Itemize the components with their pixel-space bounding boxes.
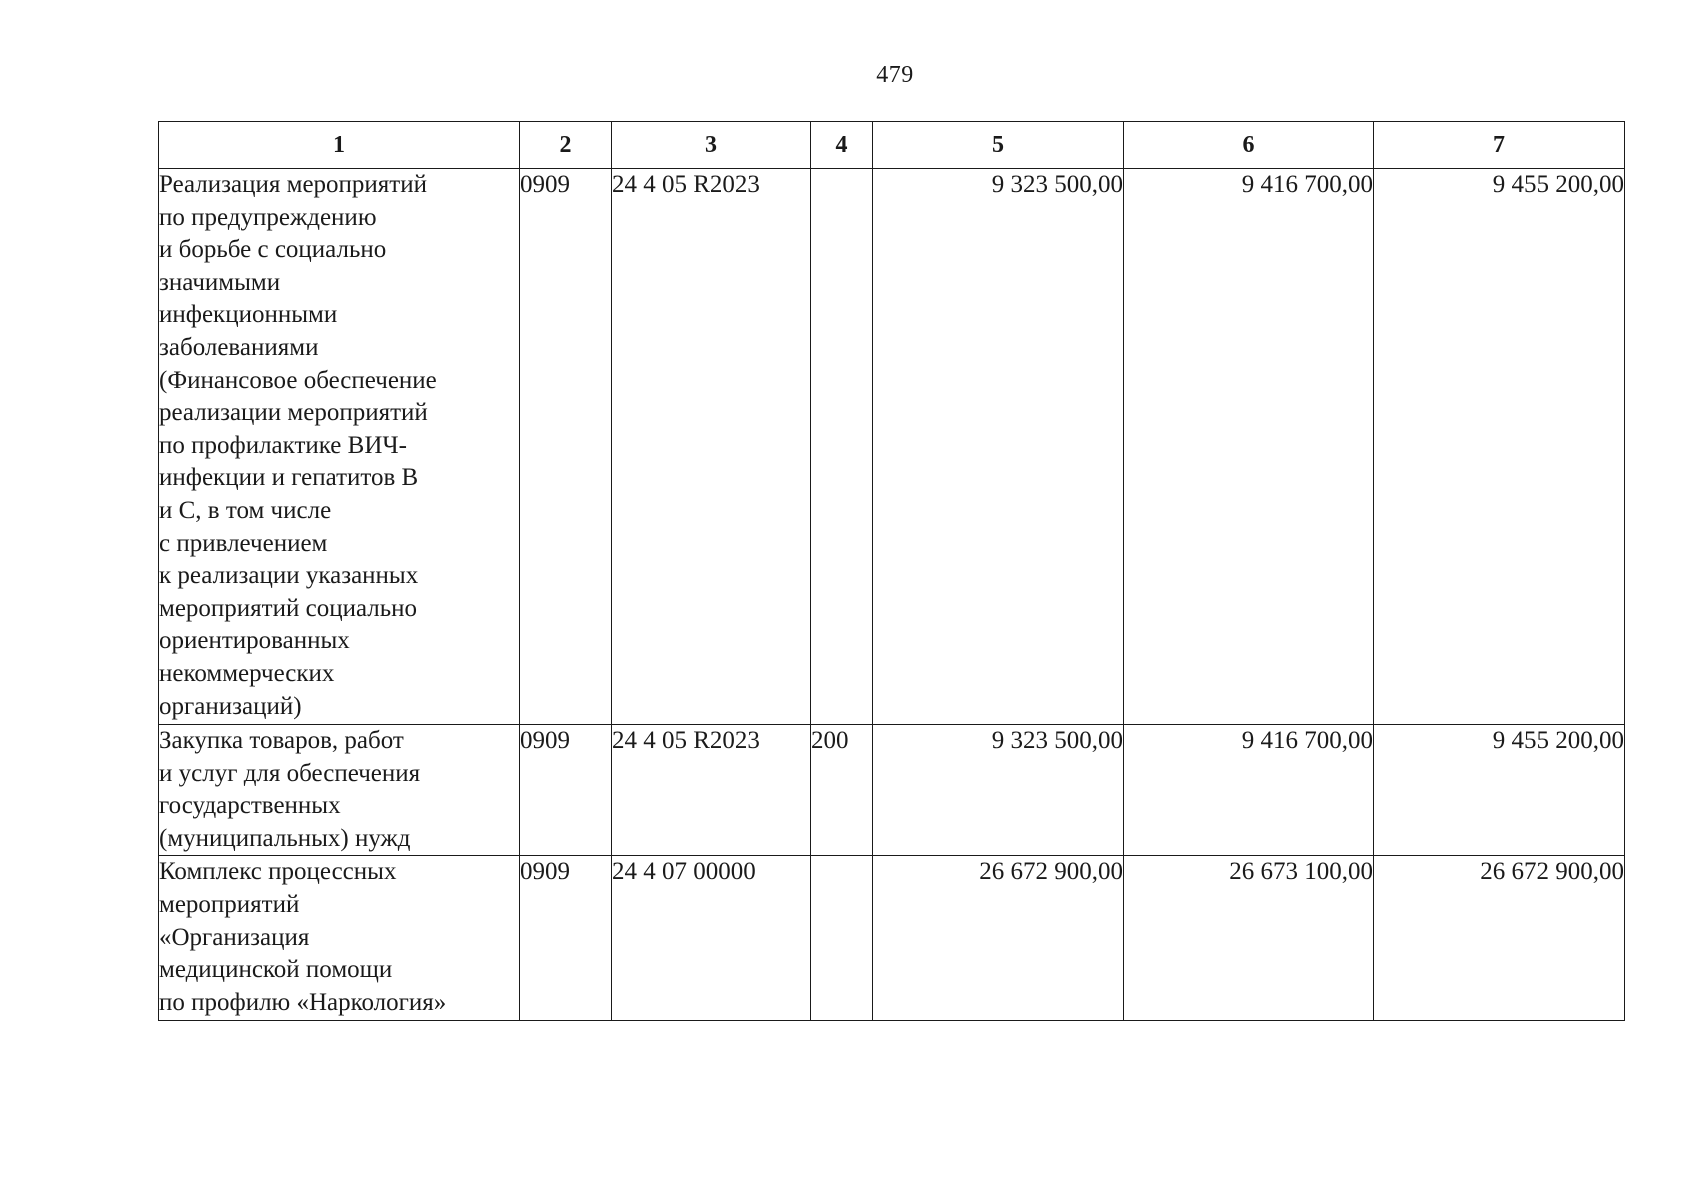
amount-cell-3: 26 672 900,00 <box>1374 856 1625 1021</box>
amount-cell-2: 9 416 700,00 <box>1124 725 1374 856</box>
amount-cell-3: 9 455 200,00 <box>1374 169 1625 725</box>
name-line: и борьбе с социально <box>159 236 387 264</box>
row-name-cell <box>159 169 520 725</box>
column-header-6: 6 <box>1124 122 1374 169</box>
amount-cell-2: 9 416 700,00 <box>1124 169 1374 725</box>
target-code-cell: 24 4 07 00000 <box>612 856 811 1021</box>
name-line: по предупреждению <box>159 203 377 231</box>
column-header-2: 2 <box>520 122 612 169</box>
name-line: Реализация мероприятий <box>159 171 427 198</box>
expense-type-cell <box>811 856 873 1021</box>
name-line: к реализации указанных <box>159 562 419 590</box>
budget-table <box>158 121 1625 1021</box>
target-code-cell: 24 4 05 R2023 <box>612 169 811 725</box>
name-line: медицинской помощи <box>159 956 393 984</box>
name-line: «Организация <box>159 923 310 951</box>
name-line: по профилю «Наркология» <box>159 988 447 1016</box>
target-code-cell: 24 4 05 R2023 <box>612 725 811 856</box>
section-cell: 0909 <box>520 856 612 1021</box>
column-header-5: 5 <box>873 122 1124 169</box>
expense-type-cell <box>811 169 873 725</box>
column-header-4: 4 <box>811 122 873 169</box>
amount-cell-1: 9 323 500,00 <box>873 169 1124 725</box>
expense-type-cell: 200 <box>811 725 873 856</box>
name-line: с привлечением <box>159 529 328 557</box>
name-line: организаций) <box>159 692 302 720</box>
section-cell: 0909 <box>520 725 612 856</box>
name-line: значимыми <box>159 268 281 296</box>
header-row <box>159 122 1625 169</box>
name-line: и С, в том числе <box>159 496 332 524</box>
name-line: инфекции и гепатитов В <box>159 464 419 492</box>
page-number: 479 <box>876 62 914 88</box>
name-line: (Финансовое обеспечение <box>159 366 437 394</box>
table-row <box>159 725 1625 856</box>
amount-cell-1: 26 672 900,00 <box>873 856 1124 1021</box>
column-header-1: 1 <box>159 122 520 169</box>
section-cell: 0909 <box>520 169 612 725</box>
name-line: по профилактике ВИЧ- <box>159 431 407 459</box>
name-line: реализации мероприятий <box>159 399 428 427</box>
row-name-cell <box>159 725 520 856</box>
row-name-cell <box>159 856 520 1021</box>
name-line: Закупка товаров, работ <box>159 727 404 754</box>
table-row <box>159 169 1625 725</box>
column-header-3: 3 <box>612 122 811 169</box>
name-line: заболеваниями <box>159 333 319 361</box>
name-line: и услуг для обеспечения <box>159 759 421 787</box>
amount-cell-1: 9 323 500,00 <box>873 725 1124 856</box>
table-row <box>159 856 1625 1021</box>
name-line: (муниципальных) нужд <box>159 824 411 852</box>
name-line: мероприятий <box>159 890 300 918</box>
name-line: ориентированных <box>159 627 350 655</box>
amount-cell-3: 9 455 200,00 <box>1374 725 1625 856</box>
name-line: мероприятий социально <box>159 594 418 622</box>
name-line: Комплекс процессных <box>159 858 397 886</box>
name-line: некоммерческих <box>159 659 335 687</box>
column-header-7: 7 <box>1374 122 1625 169</box>
name-line: инфекционными <box>159 301 338 329</box>
amount-cell-2: 26 673 100,00 <box>1124 856 1374 1021</box>
name-line: государственных <box>159 792 341 820</box>
